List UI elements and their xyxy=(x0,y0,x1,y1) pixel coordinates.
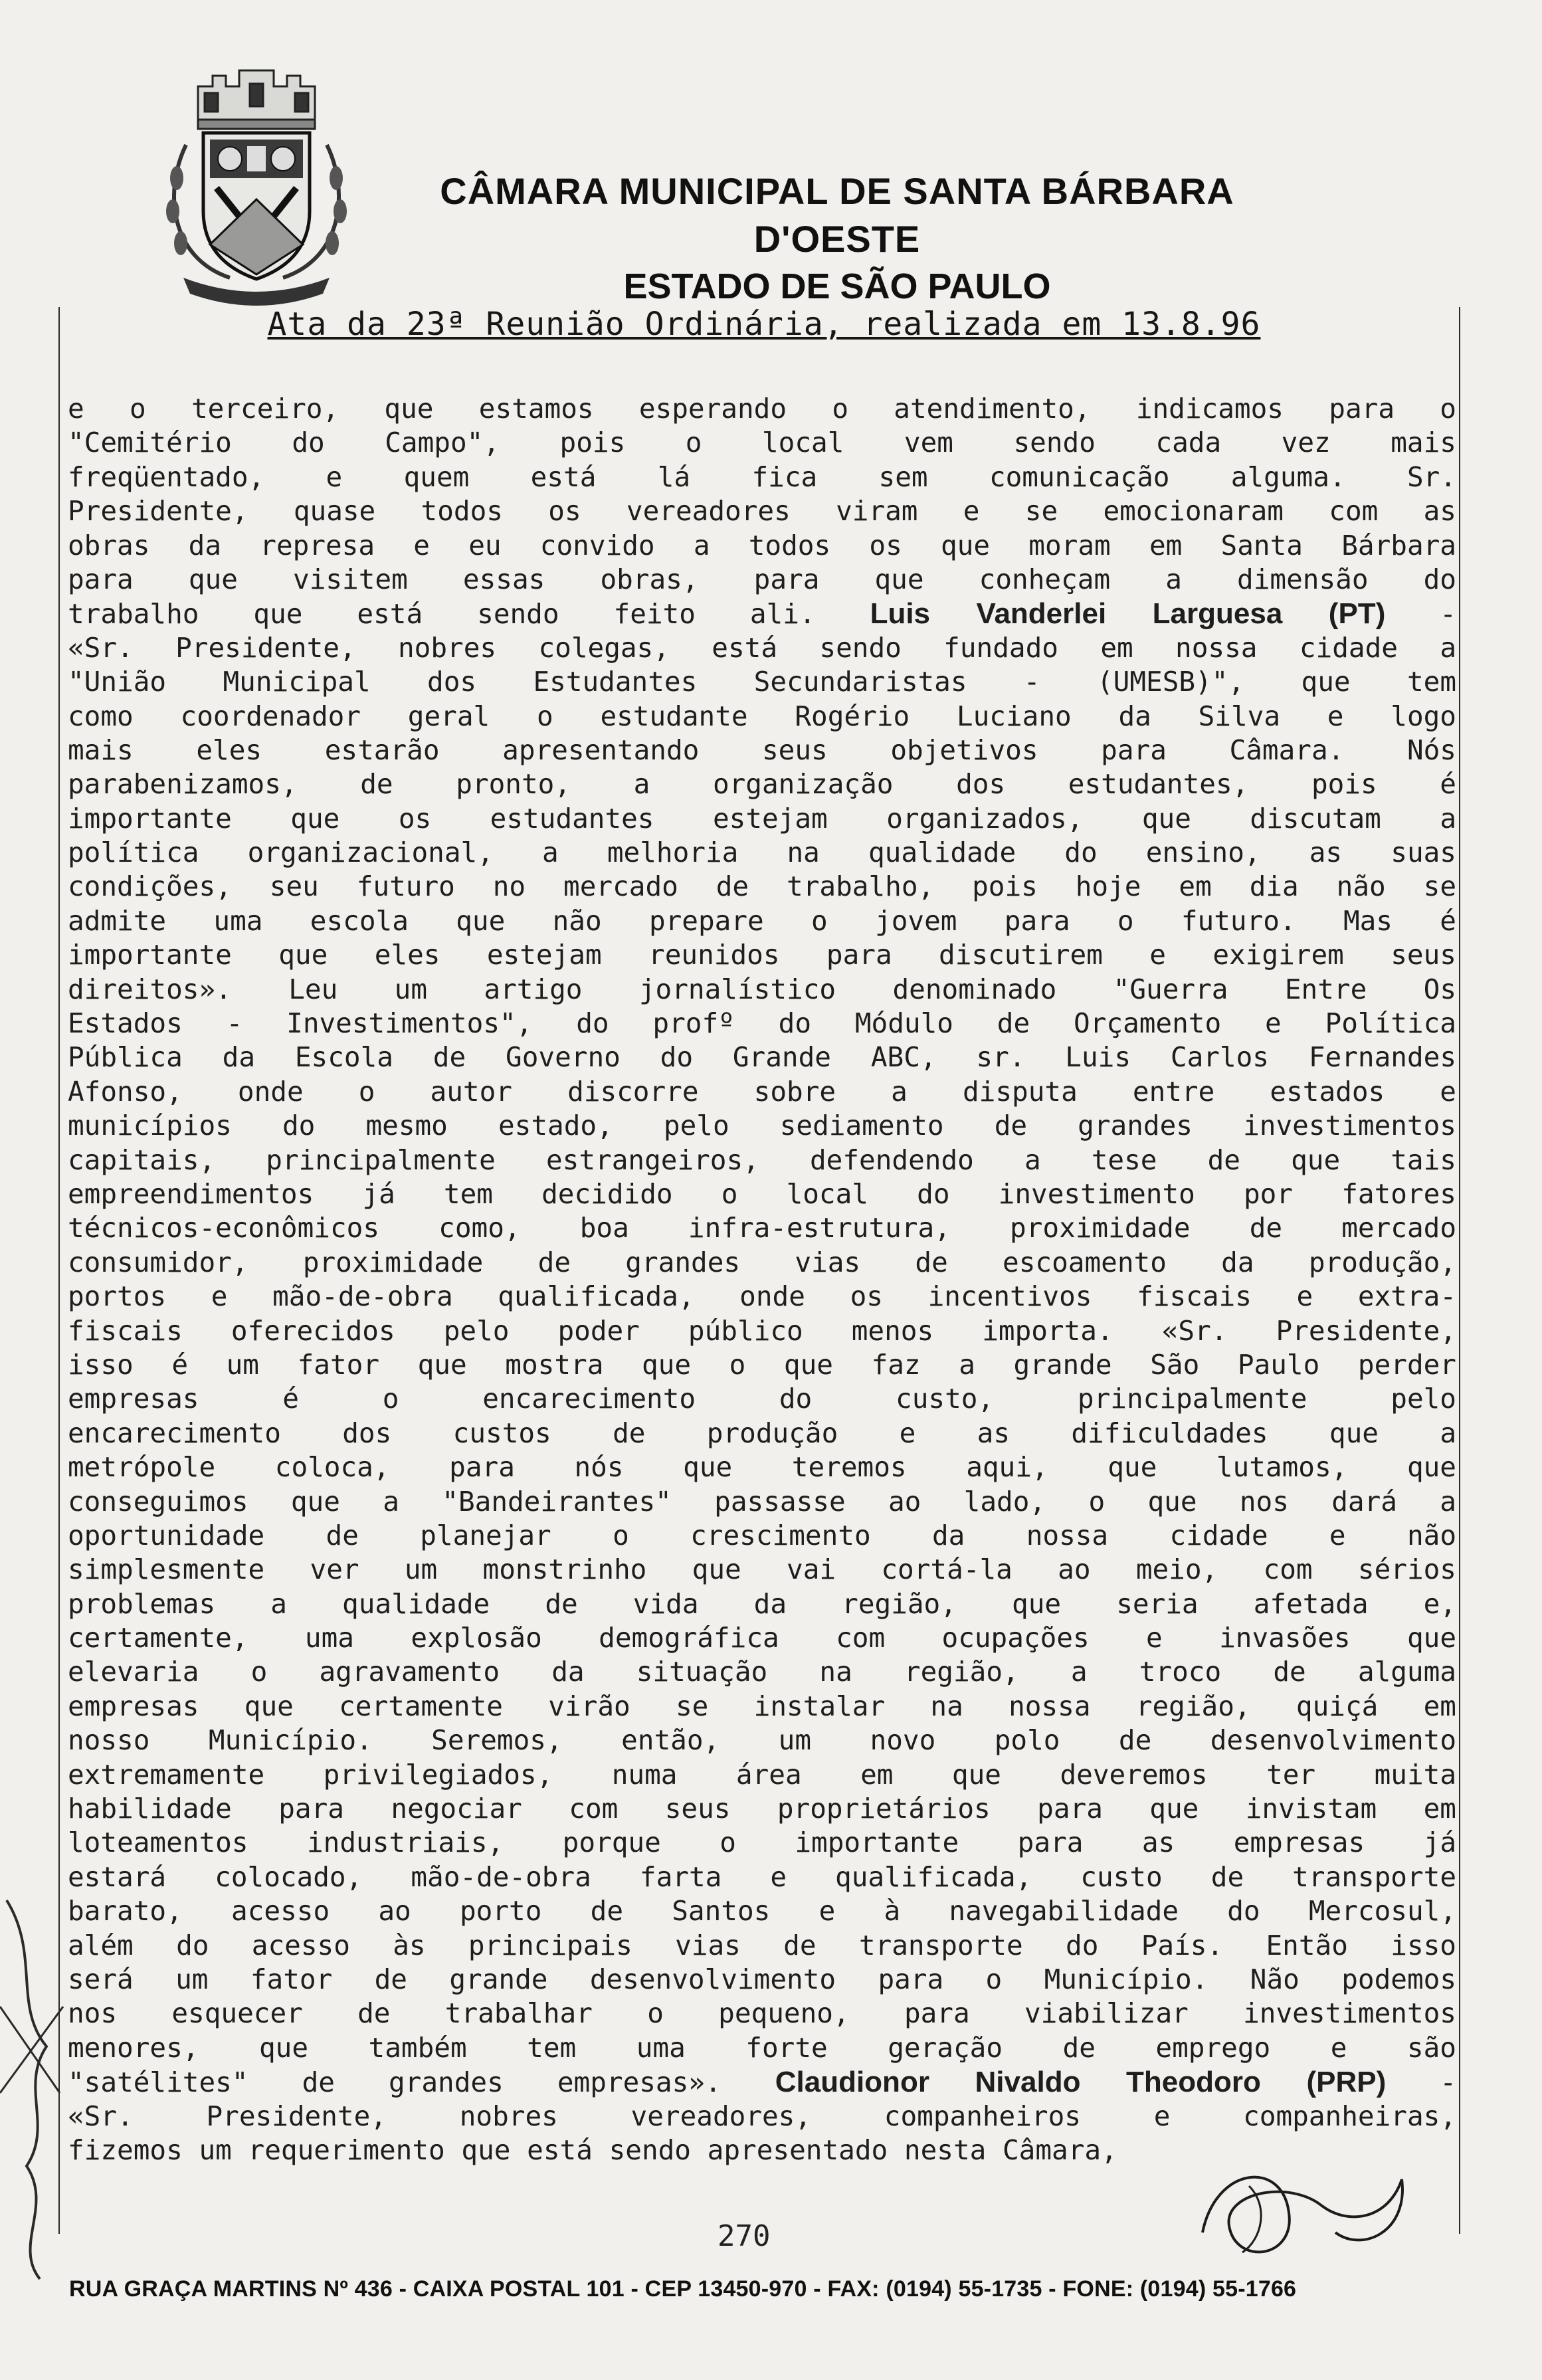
body-line: oportunidade de planejar o crescimento da nossa cidade e não xyxy=(68,1519,1456,1551)
body-line: metrópole coloca, para nós que teremos aqui, que lutamos, que xyxy=(68,1451,1456,1484)
body-line: importante que os estudantes estejam organizados, que discutam a xyxy=(68,802,1456,835)
letterhead-state: ESTADO DE SÃO PAULO xyxy=(623,266,1051,306)
letterhead-institution: CÂMARA MUNICIPAL DE SANTA BÁRBARA D'OESTE xyxy=(440,170,1234,260)
body-line: freqüentado, e quem está lá fica sem comunicação alguma. Sr. xyxy=(68,460,1456,493)
body-line: importante que eles estejam reunidos para discutirem e exigirem seus xyxy=(68,939,1456,971)
body-line: consumidor, proximidade de grandes vias de escoamento da produção, xyxy=(68,1246,1456,1278)
body-line: mais eles estarão apresentando seus objetivos para Câmara. Nós xyxy=(68,734,1456,766)
body-line: parabenizamos, de pronto, a organização dos estudantes, pois é xyxy=(68,768,1456,801)
minutes-title: Ata da 23ª Reunião Ordinária, realizada em 13.8.96 xyxy=(267,306,1261,343)
body-line: empresas que certamente virão se instalar na nossa região, quiçá em xyxy=(68,1690,1456,1722)
body-line: "União Municipal dos Estudantes Secundaristas - (UMESB)", que tem xyxy=(68,666,1456,698)
body-line: obras da represa e eu convido a todos os que moram em Santa Bárbara xyxy=(68,529,1456,561)
body-line: nosso Município. Seremos, então, um novo polo de desenvolvimento xyxy=(68,1724,1456,1757)
body-line: portos e mão-de-obra qualificada, onde os incentivos fiscais e extra- xyxy=(68,1280,1456,1313)
footer-address: RUA GRAÇA MARTINS Nº 436 - CAIXA POSTAL 101 - CEP 13450-970 - FAX: (0194) 55-1735 - FONE: (0194) 55-1766 xyxy=(69,2276,1297,2302)
body-line: certamente, uma explosão demográfica com ocupações e invasões que xyxy=(68,1622,1456,1654)
body-line: menores, que também tem uma forte geração de emprego e são xyxy=(68,2031,1456,2064)
body-line: será um fator de grande desenvolvimento para o Município. Não podemos xyxy=(68,1963,1456,1995)
body-line: e o terceiro, que estamos esperando o atendimento, indicamos para o xyxy=(68,393,1456,425)
initials-signature xyxy=(1189,2153,1415,2272)
body-line: simplesmente ver um monstrinho que vai cortá-la ao meio, com sérios xyxy=(68,1553,1456,1586)
body-line: «Sr. Presidente, nobres colegas, está sendo fundado em nossa cidade a xyxy=(68,631,1456,664)
letterhead xyxy=(399,167,1276,310)
margin-signature-scribble xyxy=(0,1874,73,2286)
body-line: Presidente, quase todos os vereadores viram e se emocionaram com as xyxy=(68,495,1456,528)
body-line: habilidade para negociar com seus proprietários para que invistam em xyxy=(68,1793,1456,1825)
body-line: "satélites" de grandes empresas». Claudionor Nivaldo Theodoro (PRP) - xyxy=(68,2066,1456,2099)
body-line: «Sr. Presidente, nobres vereadores, companheiros e companheiras, xyxy=(68,2100,1456,2132)
body-line: para que visitem essas obras, para que conheçam a dimensão do xyxy=(68,563,1456,595)
minutes-body xyxy=(68,392,1456,2167)
body-line: extremamente privilegiados, numa área em que deveremos ter muita xyxy=(68,1758,1456,1791)
body-line: empresas é o encarecimento do custo, principalmente pelo xyxy=(68,1383,1456,1415)
body-line: fiscais oferecidos pelo poder público menos importa. «Sr. Presidente, xyxy=(68,1314,1456,1347)
body-line: empreendimentos já tem decidido o local do investimento por fatores xyxy=(68,1177,1456,1210)
body-line: política organizacional, a melhoria na qualidade do ensino, as suas xyxy=(68,837,1456,869)
body-line: nos esquecer de trabalhar o pequeno, para viabilizar investimentos xyxy=(68,1997,1456,2030)
body-line: Pública da Escola de Governo do Grande ABC, sr. Luis Carlos Fernandes xyxy=(68,1041,1456,1074)
body-line: elevaria o agravamento da situação na região, a troco de alguma xyxy=(68,1656,1456,1688)
page-number: 270 xyxy=(718,2219,771,2253)
speaker-name: Claudionor Nivaldo Theodoro (PRP) xyxy=(775,2066,1387,2099)
body-line: trabalho que está sendo feito ali. Luis Vanderlei Larguesa (PT) - xyxy=(68,597,1456,631)
body-line: além do acesso às principais vias de transporte do País. Então isso xyxy=(68,1929,1456,1961)
body-line: como coordenador geral o estudante Rogério Luciano da Silva e logo xyxy=(68,700,1456,732)
body-line: admite uma escola que não prepare o jovem para o futuro. Mas é xyxy=(68,904,1456,937)
body-line: loteamentos industriais, porque o importante para as empresas já xyxy=(68,1827,1456,1859)
coat-of-arms-emblem xyxy=(157,45,356,306)
body-line: conseguimos que a "Bandeirantes" passasse ao lado, o que nos dará a xyxy=(68,1485,1456,1518)
body-line: Afonso, onde o autor discorre sobre a disputa entre estados e xyxy=(68,1075,1456,1108)
body-line: capitais, principalmente estrangeiros, defendendo a tese de que tais xyxy=(68,1143,1456,1176)
body-line: barato, acesso ao porto de Santos e à navegabilidade do Mercosul, xyxy=(68,1895,1456,1928)
body-line: técnicos-econômicos como, boa infra-estrutura, proximidade de mercado xyxy=(68,1212,1456,1244)
body-line: fizemos um requerimento que está sendo apresentado nesta Câmara, xyxy=(68,2133,1117,2166)
body-line: estará colocado, mão-de-obra farta e qualificada, custo de transporte xyxy=(68,1860,1456,1893)
body-line: Estados - Investimentos", do profº do Módulo de Orçamento e Política xyxy=(68,1007,1456,1040)
body-line: condições, seu futuro no mercado de trabalho, pois hoje em dia não se xyxy=(68,870,1456,903)
right-margin-rule xyxy=(1459,307,1460,2234)
body-line: isso é um fator que mostra que o que faz a grande São Paulo perder xyxy=(68,1348,1456,1381)
body-line: direitos». Leu um artigo jornalístico denominado "Guerra Entre Os xyxy=(68,973,1456,1005)
body-line: municípios do mesmo estado, pelo sediamento de grandes investimentos xyxy=(68,1110,1456,1142)
speaker-name: Luis Vanderlei Larguesa (PT) xyxy=(870,597,1386,631)
body-line: encarecimento dos custos de produção e as dificuldades que a xyxy=(68,1417,1456,1449)
body-line: problemas a qualidade de vida da região, que seria afetada e, xyxy=(68,1587,1456,1620)
body-line: "Cemitério do Campo", pois o local vem sendo cada vez mais xyxy=(68,427,1456,459)
